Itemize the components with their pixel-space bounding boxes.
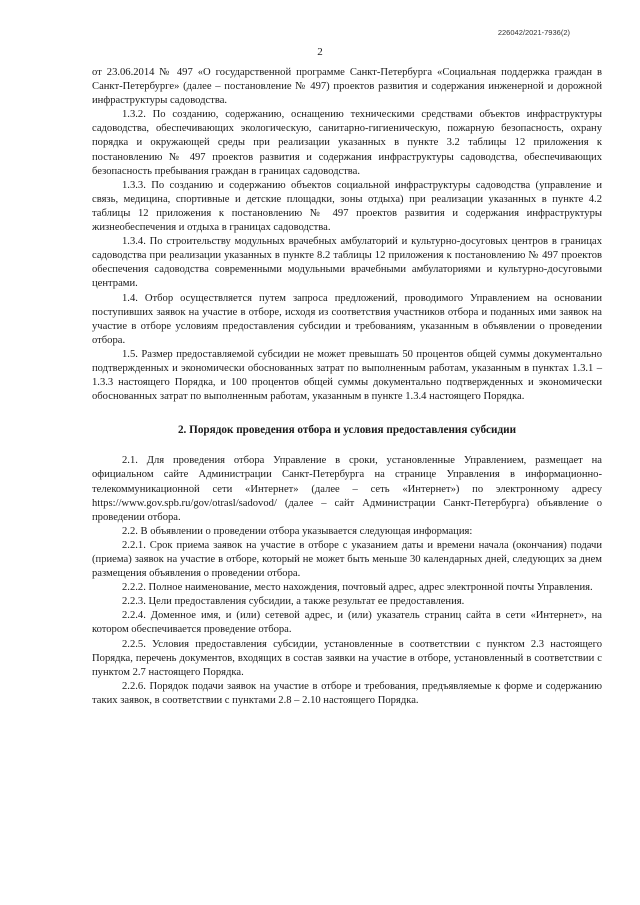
paragraph-2-2-5: 2.2.5. Условия предоставления субсидии, установленные в соответствии с пунктом 2.3 настоящего Порядка, перечень документов, входящих в состав заявки на участие в отборе, установленный в соответствии с пунктом 2.7 настоящего Порядка. — [92, 638, 602, 678]
document-body — [92, 66, 602, 708]
paragraph-2-2-6: 2.2.6. Порядок подачи заявок на участие в отборе и требования, предъявляемые к форме и содержанию таких заявок, в соответствии с пунктами 2.8 – 2.10 настоящего Порядка. — [92, 680, 602, 706]
section-heading: 2. Порядок проведения отбора и условия предоставления субсидии — [177, 424, 517, 437]
paragraph-1-3-3: 1.3.3. По созданию и содержанию объектов социальной инфраструктуры садоводства (управление и связь, медицина, спортивные и детские площадки, зоны отдыха) при реализации указанных в пункте 4.2 таблицы 12 приложения к постановлению № 497 проектов развития и содержания инфраструктуры жизнеобеспечения и отдыха в границах садоводства. — [92, 179, 602, 234]
paragraph-1-5: 1.5. Размер предоставляемой субсидии не может превышать 50 процентов общей суммы документально подтвержденных и экономически обоснованных затрат по выполненным работам, указанным в пунктах 1.3.1 – 1.3.3 настоящего Порядка, и 100 процентов общей суммы документально подтвержденных и экономически обоснованных затрат по выполненным работам, указанным в пункте 1.3.4 настоящего Порядка. — [92, 348, 602, 403]
paragraph-2-2: 2.2. В объявлении о проведении отбора указывается следующая информация: — [122, 525, 473, 537]
paragraph-2-2-4: 2.2.4. Доменное имя, и (или) сетевой адрес, и (или) указатель страниц сайта в сети «Интернет», на котором обеспечивается проведение отбора. — [92, 610, 602, 636]
page-number: 2 — [317, 46, 323, 58]
paragraph-1-3-2: 1.3.2. По созданию, содержанию, оснащению техническими средствами объектов инфраструктуры садоводства, обеспечивающих экологическую, санитарно-гигиеническую, пожарную безопасность, охрану порядка и окружающей среды при реализации указанных в пункте 3.2 таблицы 12 приложения к постановлению № 497 проектов развития и содержания инфраструктуры садоводства, обеспечивающих безопасность пребывания граждан в границах садоводства. — [92, 109, 602, 177]
paragraph-2-2-1: 2.2.1. Срок приема заявок на участие в отборе с указанием даты и времени начала (окончания) подачи (приема) заявок на участие в отборе, который не может быть меньше 30 календарных дней, следующих за днем размещения объявления о проведении отбора. — [92, 539, 602, 580]
paragraph-2-2-2: 2.2.2. Полное наименование, место нахождения, почтовый адрес, адрес электронной почты Управления. — [122, 582, 593, 594]
paragraph-1-4: 1.4. Отбор осуществляется путем запроса предложений, проводимого Управлением на основании поступивших заявок на участие в отборе, исходя из соответствия участников отбора и поданных ими заявок на участие в отборе условиям предоставления субсидии и требованиям, указанным в объявлении о проведении отбора. — [92, 292, 602, 346]
paragraph-continuation: от 23.06.2014 № 497 «О государственной программе Санкт-Петербурга «Социальная поддержка граждан в Санкт-Петербурге» (далее – постановление № 497) проектов развития и содержания инженерной и дорожной инфраструктуры садоводства. — [92, 67, 602, 107]
document-code: 226042/2021-7936(2) — [497, 28, 570, 37]
paragraph-2-2-3: 2.2.3. Цели предоставления субсидии, а также результат ее предоставления. — [122, 596, 465, 608]
paragraph-1-3-4: 1.3.4. По строительству модульных врачебных амбулаторий и культурно-досуговых центров в границах садоводства при реализации указанных в пункте 8.2 таблицы 12 приложения к постановлению № 497 проектов обеспечения садоводства современными модульными врачебными амбулаториями и культурно-досуговыми центрами. — [92, 236, 602, 290]
paragraph-2-1: 2.1. Для проведения отбора Управление в сроки, установленные Управлением, размещает на официальном сайте Администрации Санкт-Петербурга на странице Управления в информационно-телекоммуникационной сети «Интернет» (далее – сеть «Интернет») по электронному адресу https://www.gov.spb.ru/gov/otrasl/sadovod/ (далее – сайт Администрации Санкт-Петербурга) объявление о проведении отбора. — [92, 455, 602, 523]
